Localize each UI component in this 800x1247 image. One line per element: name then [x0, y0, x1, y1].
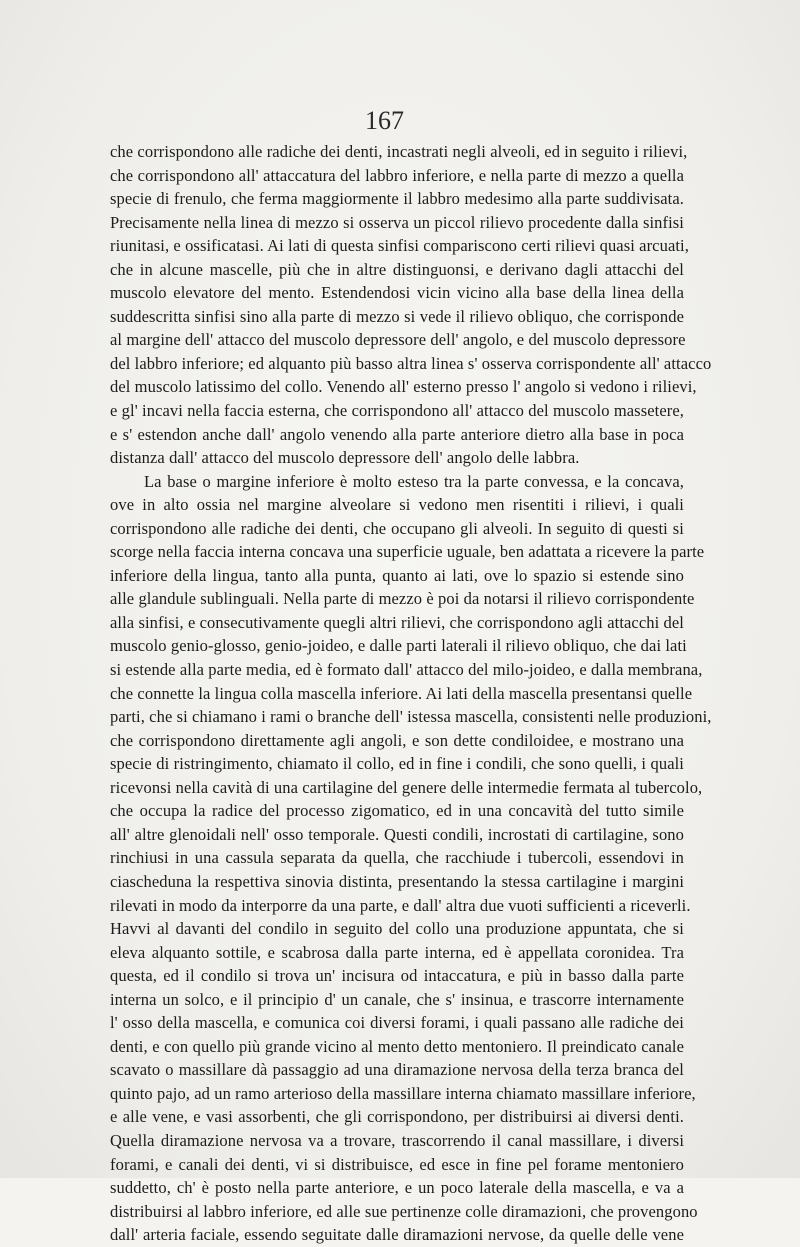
- text-line: muscolo elevatore del mento. Estendendosi vicin vicino alla base della linea della: [110, 283, 684, 303]
- text-line: che in alcune mascelle, più che in altre distinguonsi, e derivano dagli attacchi del: [110, 259, 684, 279]
- text-line: del muscolo latissimo del collo. Venendo all' esterno presso l' angolo si vedono i rilievi,: [110, 377, 697, 397]
- text-line: parti, che si chiamano i rami o branche dell' istessa mascella, consistenti nelle produzioni,: [110, 707, 712, 727]
- text-line: alle glandule sublinguali. Nella parte di mezzo è poi da notarsi il rilievo corrispondente: [110, 589, 695, 609]
- text-line: La base o margine inferiore è molto esteso tra la parte convessa, e la concava,: [144, 471, 684, 491]
- text-line: denti, e con quello più grande vicino al mento detto mentoniero. Il preindicato canale: [110, 1036, 684, 1056]
- text-line: Quella diramazione nervosa va a trovare, trascorrendo il canal massillare, i diversi: [110, 1130, 684, 1150]
- text-line: questa, ed il condilo si trova un' incisura od intaccatura, e più in basso dalla parte: [110, 966, 684, 986]
- text-line: che occupa la radice del processo zigomatico, ed in una concavità del tutto simile: [110, 801, 684, 821]
- text-line: scorge nella faccia interna concava una superficie uguale, ben adattata a ricevere la parte: [110, 542, 705, 562]
- text-line: interna un solco, e il principio d' un canale, che s' insinua, e trascorre internamente: [110, 989, 684, 1009]
- text-line: rinchiusi in una cassula separata da quella, che racchiude i tubercoli, essendovi in: [110, 848, 684, 868]
- text-line: suddetto, ch' è posto nella parte anteriore, e un poco laterale della mascella, e va a: [110, 1178, 684, 1198]
- text-line: distanza dall' attacco del muscolo depressore dell' angolo delle labbra.: [110, 448, 580, 468]
- text-line: rilevati in modo da interporre da una parte, e dall' altra due vuoti sufficienti a riceverli.: [110, 895, 691, 915]
- text-line: riunitasi, e ossificatasi. Ai lati di questa sinfisi compariscono certi rilievi quasi arcuati,: [110, 236, 689, 256]
- text-line: all' altre glenoidali nell' osso temporale. Questi condili, incrostati di cartilagine, sono: [110, 824, 684, 844]
- text-line: e s' estendon anche dall' angolo venendo alla parte anteriore dietro alla base in poca: [110, 424, 684, 444]
- text-line: che corrispondono all' attaccatura del labbro inferiore, e nella parte di mezzo a quella: [110, 165, 684, 185]
- body-text: [110, 140, 712, 1247]
- text-line: Havvi al davanti del condilo in seguito del collo una produzione appuntata, che si: [110, 919, 684, 939]
- text-line: suddescritta sinfisi sino alla parte di mezzo si vede il rilievo obliquo, che corrisponde: [110, 306, 684, 326]
- text-line: che corrispondono alle radiche dei denti, incastrati negli alveoli, ed in seguito i rilievi,: [110, 142, 688, 161]
- text-line: dall' arteria faciale, essendo seguitate dalle diramazioni nervose, da quelle delle vene: [110, 1225, 684, 1245]
- text-line: quinto pajo, ad un ramo arterioso della massillare interna chiamato massillare inferiore,: [110, 1083, 696, 1103]
- text-line: corrispondono alle radiche dei denti, che occupano gli alveoli. In seguito di questi si: [110, 518, 684, 538]
- text-line: si estende alla parte media, ed è formato dall' attacco del milo-joideo, e dalla membrana,: [110, 660, 703, 680]
- text-line: ricevonsi nella cavità di una cartilagine del genere delle intermedie fermata al tubercolo,: [110, 777, 703, 797]
- text-line: l' osso della mascella, e comunica coi diversi forami, i quali passano alle radiche dei: [110, 1013, 684, 1033]
- text-line: specie di ristringimento, chiamato il collo, ed in fine i condili, che sono quelli, i quali: [110, 754, 684, 774]
- text-line: e alle vene, e vasi assorbenti, che gli corrispondono, per distribuirsi ai diversi denti.: [110, 1107, 684, 1127]
- text-line: e gl' incavi nella faccia esterna, che corrispondono all' attacco del muscolo massetere,: [110, 401, 684, 421]
- text-line: specie di frenulo, che ferma maggiormente il labbro medesimo alla parte suddivisata.: [110, 189, 684, 209]
- text-line: del labbro inferiore; ed alquanto più basso altra linea s' osserva corrispondente all' attacco: [110, 353, 712, 373]
- text-line: che corrispondono direttamente agli angoli, e son dette condiloidee, e mostrano una: [110, 730, 684, 750]
- text-line: alla sinfisi, e consecutivamente quegli altri rilievi, che corrispondono agli attacchi del: [110, 612, 684, 632]
- text-line: eleva alquanto sottile, e scabrosa dalla parte interna, ed è appellata coronidea. Tra: [110, 942, 684, 962]
- text-line: inferiore della lingua, tanto alla punta, quanto ai lati, ove lo spazio si estende sino: [110, 565, 684, 585]
- text-line: Precisamente nella linea di mezzo si osserva un piccol rilievo procedente dalla sinfisi: [110, 212, 684, 232]
- text-line: ove in alto ossia nel margine alveolare si vedono men risentiti i rilievi, i quali: [110, 495, 684, 515]
- text-line: che connette la lingua colla mascella inferiore. Ai lati della mascella presentansi quelle: [110, 683, 693, 703]
- text-line: al margine dell' attacco del muscolo depressore dell' angolo, e del muscolo depressore: [110, 330, 686, 350]
- text-line: muscolo genio-glosso, genio-joideo, e dalle parti laterali il rilievo obliquo, che dai lati: [110, 636, 687, 656]
- text-line: ciascheduna la respettiva sinovia distinta, presentando la stessa cartilagine i margini: [110, 871, 684, 891]
- text-line: distribuirsi al labbro inferiore, ed alle sue pertinenze colle diramazioni, che provengono: [110, 1201, 698, 1221]
- page-number: 167: [365, 106, 404, 135]
- text-line: scavato o massillare dà passaggio ad una diramazione nervosa della terza branca del: [110, 1060, 684, 1080]
- text-line: forami, e canali dei denti, vi si distribuisce, ed esce in fine pel forame mentoniero: [110, 1154, 684, 1174]
